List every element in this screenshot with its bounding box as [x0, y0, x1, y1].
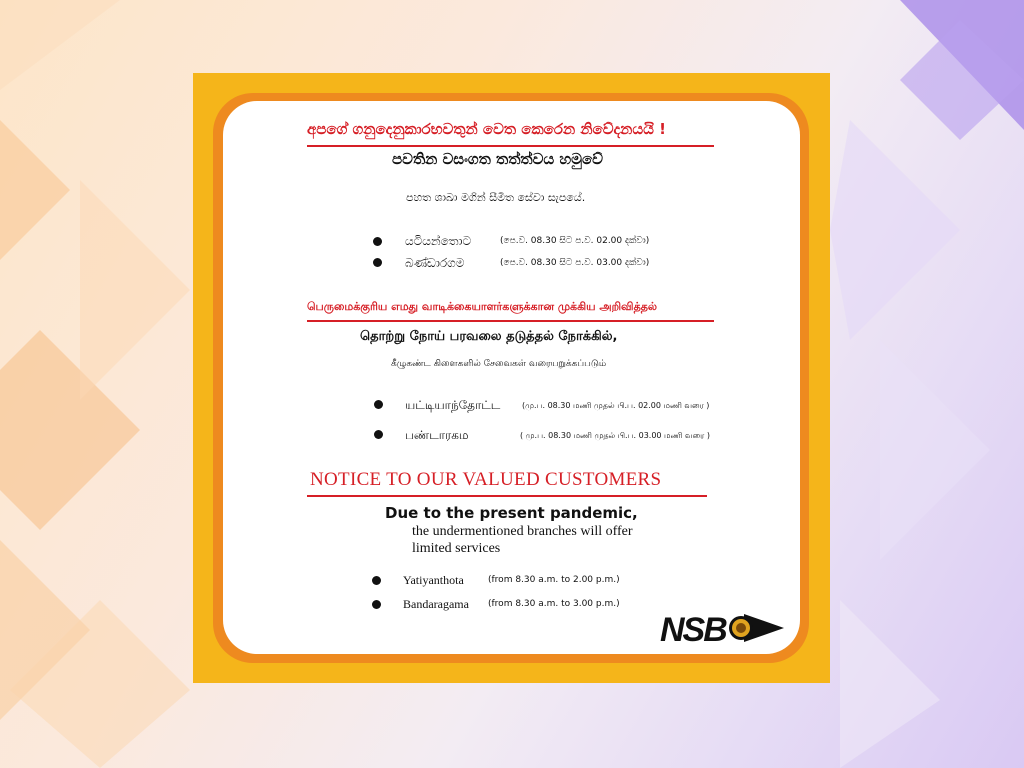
english-heading-underline: [307, 495, 707, 497]
tamil-branch-name: யட்டியாந்தோட்ட: [405, 398, 501, 412]
tamil-heading-underline: [307, 320, 714, 322]
sinhala-branch-hours: (පෙ.ව. 08.30 සිට ප.ව. 03.00 දක්වා): [500, 258, 650, 268]
tamil-subheading: தொற்று நோய் பரவலை தடுத்தல் நோக்கில்,: [360, 329, 618, 344]
sinhala-intro: පහත ශාඛා මගින් සීමිත සේවා සැපයේ.: [406, 191, 586, 204]
sinhala-heading-underline: [307, 145, 714, 147]
tamil-branch-hours: (மு.ப. 08.30 மணி முதல் பி.ப. 02.00 மணி வரை ): [522, 401, 710, 410]
nsb-logo: [658, 608, 788, 648]
english-heading: NOTICE TO OUR VALUED CUSTOMERS: [310, 469, 662, 490]
nsb-emblem-arrow-icon: [729, 614, 784, 642]
sinhala-subheading: පවතින වසංගත තත්ත්වය හමුවේ: [392, 150, 603, 168]
tamil-heading: பெருமைக்குரிய எமது வாடிக்கையாளர்களுக்கான முக்கிய அறிவித்தல்: [307, 300, 658, 313]
english-intro-line1: the undermentioned branches will offer: [412, 524, 633, 539]
svg-text:NSB: NSB: [660, 611, 726, 648]
sinhala-branch-hours: (පෙ.ව. 08.30 සිට ප.ව. 02.00 දක්වා): [500, 236, 650, 246]
english-subheading: Due to the present pandemic,: [385, 504, 638, 522]
english-branch-name: Bandaragama: [403, 597, 469, 611]
english-branch-name: Yatiyanthota: [403, 573, 464, 587]
sinhala-branch-name: යටියන්තොට: [405, 234, 472, 248]
english-branch-hours: (from 8.30 a.m. to 2.00 p.m.): [488, 575, 620, 585]
sinhala-branch-bullet: [373, 258, 382, 267]
sinhala-branch-bullet: [373, 237, 382, 246]
tamil-branch-bullet: [374, 430, 383, 439]
tamil-branch-name: பண்டாரகம: [405, 428, 469, 442]
english-branch-bullet: [372, 600, 381, 609]
sinhala-heading: අපගේ ගනුදෙනුකාරභවතුන් වෙත කෙරෙන නිවේදනයයි !: [307, 120, 666, 138]
tamil-intro: கீழுகண்ட கிளைகளில் சேவைகள் வரையறுக்கப்படும்: [391, 359, 607, 369]
sinhala-branch-name: බණ්ඩාරගම: [405, 256, 465, 270]
english-intro-line2: limited services: [412, 541, 501, 556]
tamil-branch-hours: ( மு.ப. 08.30 மணி முதல் பி.ப. 03.00 மணி வரை ): [520, 431, 710, 440]
english-branch-hours: (from 8.30 a.m. to 3.00 p.m.): [488, 599, 620, 609]
notice-card: [223, 101, 800, 654]
english-branch-bullet: [372, 576, 381, 585]
tamil-branch-bullet: [374, 400, 383, 409]
